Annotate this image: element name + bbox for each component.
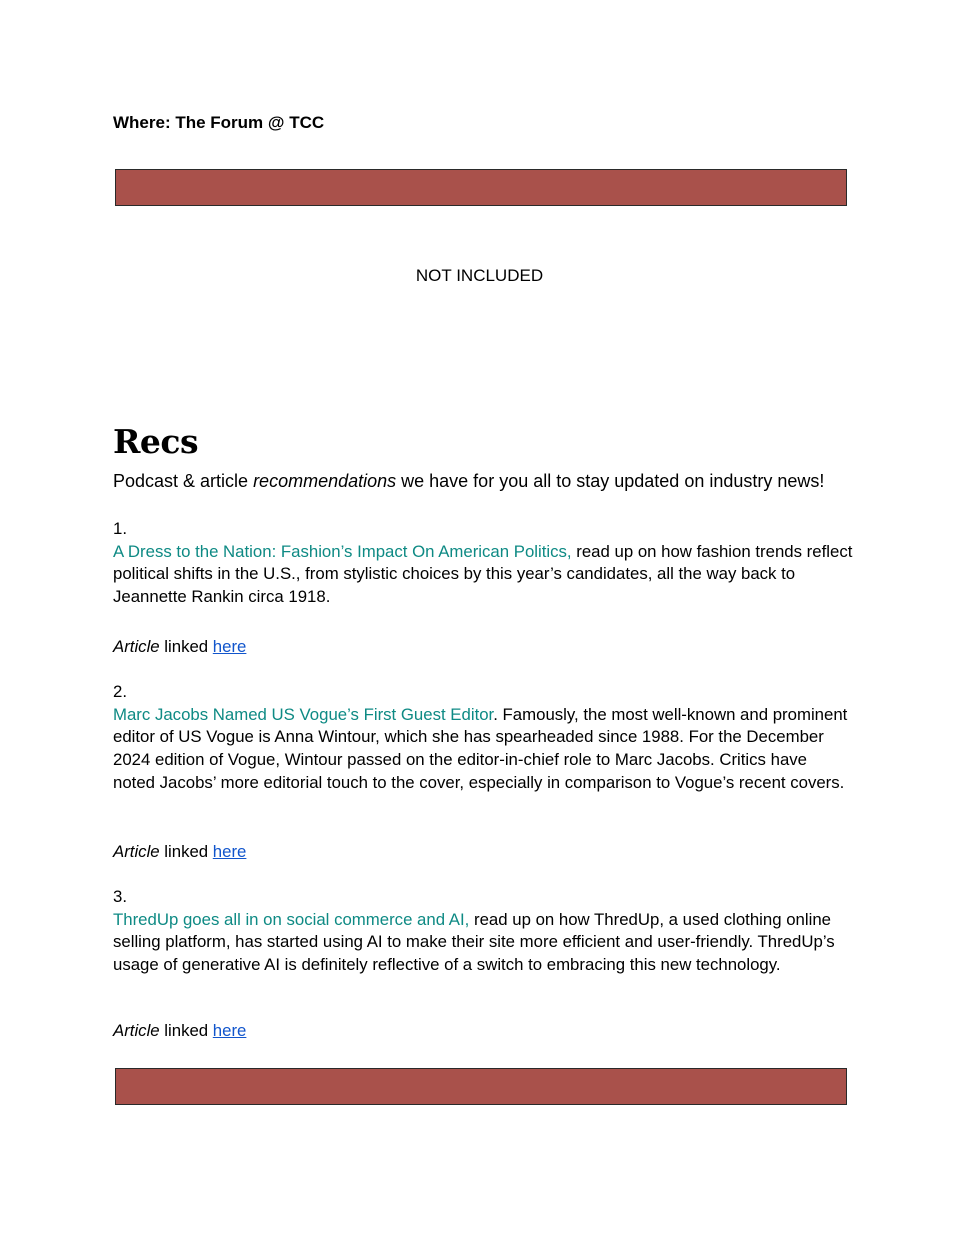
location-line: Where: The Forum @ TCC [113,113,325,132]
rec-item-number: 2. [113,682,127,701]
bottom-divider-banner [115,1068,847,1105]
linked-text: linked [159,637,213,656]
article-label: Article [113,1021,160,1040]
article-here-link[interactable]: here [212,1021,247,1040]
linked-text: linked [159,842,213,861]
rec-item-description: read up on how ThredUp, a used clothing online selling platform, has started using AI to make their site more efficient and user-friendly. ThredUp’s usage of generative AI is definitely reflective of a switch to embracing this new technology. [113,909,835,975]
rec-item-title[interactable]: ThredUp goes all in on social commerce and AI, [113,909,470,929]
article-label: Article [113,637,160,656]
rec-item-title[interactable]: Marc Jacobs Named US Vogue’s First Guest Editor [113,704,494,724]
rec-item-3 [113,886,853,977]
article-here-link[interactable]: here [212,842,247,861]
article-link-line-3 [113,1020,246,1042]
linked-text: linked [159,1021,213,1040]
intro-text-end: we have for you all to stay updated on industry news! [396,471,825,491]
rec-item-description: . Famously, the most well-known and prominent editor of US Vogue is Anna Wintour, which she has spearheaded since 1988. For the December 2024 edition of Vogue, Wintour passed on the editor-in-chief role to Marc Jacobs. Critics have noted Jacobs’ more editorial touch to the cover, especially in comparison to Vogue’s recent covers. [113,704,848,792]
article-label: Article [113,842,160,861]
intro-emphasis: recommendations [253,471,397,491]
rec-item-number: 1. [113,519,127,538]
rec-item-title[interactable]: A Dress to the Nation: Fashion’s Impact On American Politics, [113,541,572,561]
not-included-note: NOT INCLUDED [415,266,544,285]
rec-item-description: read up on how fashion trends reflect political shifts in the U.S., from stylistic choices by this year’s candidates, all the way back to Jeannette Rankin circa 1918. [113,541,853,607]
article-here-link[interactable]: here [212,637,247,656]
rec-item-2 [113,681,853,795]
intro-text-start: Podcast & article [113,471,254,491]
recs-intro [113,470,873,492]
recs-heading: Recs [113,422,199,461]
article-link-line-2 [113,841,246,863]
rec-item-1 [113,518,853,609]
rec-item-number: 3. [113,887,127,906]
top-divider-banner [115,169,847,206]
article-link-line-1 [113,636,246,658]
